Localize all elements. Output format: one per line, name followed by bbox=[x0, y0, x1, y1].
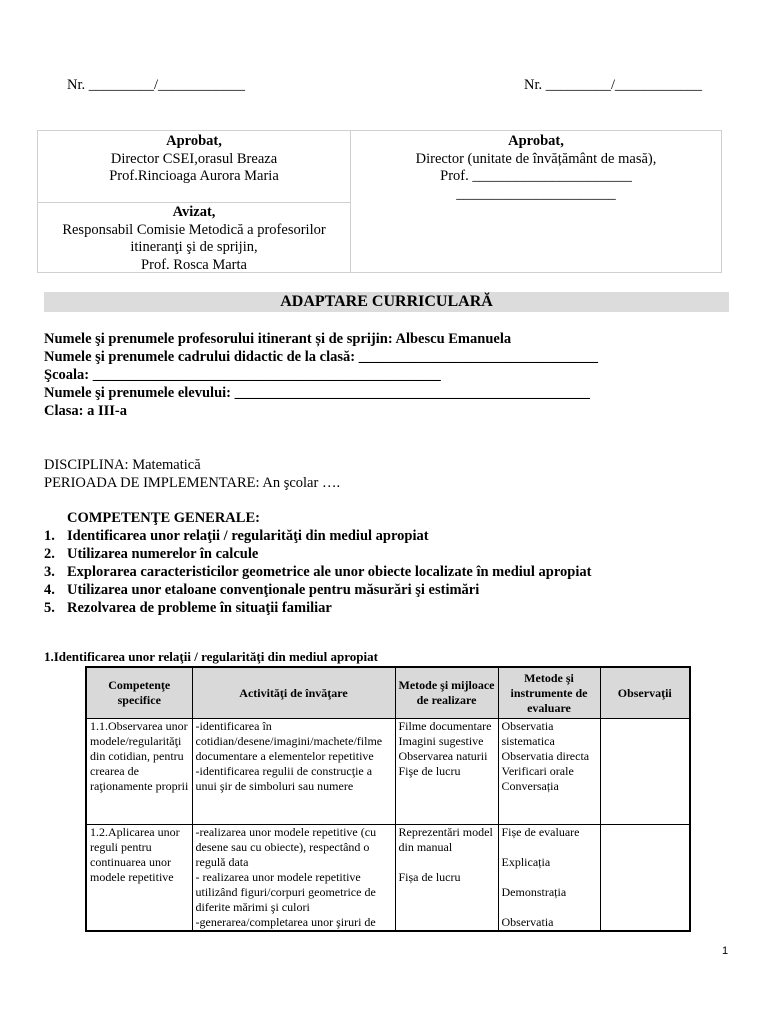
approval-left-top-heading: Aprobat, bbox=[166, 133, 222, 149]
competence-item bbox=[44, 545, 591, 563]
competence-text: Identificarea unor relaţii / regularităţi din mediul apropiat bbox=[67, 528, 429, 544]
cell-evaluation bbox=[498, 719, 600, 825]
table-row bbox=[86, 719, 690, 825]
discipline-period: PERIOADA DE IMPLEMENTARE: An şcolar …. bbox=[44, 475, 341, 491]
section-title: 1.Identificarea unor relaţii / regularităţi din mediul apropiat bbox=[44, 649, 378, 664]
approval-right bbox=[351, 133, 721, 203]
cell-text: Filme documentare Imagini sugestive Observarea naturii Fişe de lucru bbox=[398, 719, 492, 778]
header-activities: Activităţi de învăţare bbox=[192, 667, 395, 719]
competence-text: Explorarea caracteristicilor geometrice ale unor obiecte localizate în mediul apropiat bbox=[67, 564, 592, 580]
competences-heading: COMPETENŢE GENERALE: bbox=[67, 510, 260, 526]
approval-right-line3: ______________________ bbox=[456, 185, 616, 202]
competences-list bbox=[44, 527, 591, 617]
approval-right-heading: Aprobat, bbox=[508, 133, 564, 149]
cell-text: Observatia sistematica Observatia directa Verificari orale Conversația bbox=[501, 719, 590, 793]
school-line: Şcoala: ________________________________________________ bbox=[44, 367, 441, 383]
student-info bbox=[44, 330, 598, 420]
cell-text: 1.2.Aplicarea unor reguli pentru continuarea unor modele repetitive bbox=[90, 825, 180, 884]
student-line: Numele şi prenumele elevului: _________________________________________________ bbox=[44, 385, 590, 401]
discipline-block bbox=[44, 456, 340, 492]
approval-left-top-line1: Director CSEI,orasul Breaza bbox=[110, 150, 278, 167]
competence-number: 2. bbox=[44, 546, 55, 562]
cell-text: Fișe de evaluare Explicația Demonstrația Observatia bbox=[501, 825, 580, 929]
curriculum-table bbox=[85, 666, 691, 932]
table-row bbox=[86, 825, 690, 932]
approval-divider-horizontal bbox=[38, 202, 350, 203]
competence-text: Utilizarea unor etaloane convenţionale pentru măsurări şi estimări bbox=[67, 582, 480, 598]
approval-left-bottom bbox=[38, 204, 350, 274]
competence-text: Rezolvarea de probleme în situaţii familiar bbox=[67, 600, 332, 616]
competence-number: 1. bbox=[44, 528, 55, 544]
page-number: 1 bbox=[722, 945, 729, 957]
header-competences: Competenţe specifice bbox=[86, 667, 192, 719]
cell-methods bbox=[395, 719, 498, 825]
approval-left-bottom-line3: Prof. Rosca Marta bbox=[141, 256, 247, 273]
nr-right: Nr. _________/____________ bbox=[524, 77, 703, 93]
discipline-subject: DISCIPLINA: Matematică bbox=[44, 457, 201, 473]
nr-left: Nr. _________/____________ bbox=[67, 77, 246, 93]
approval-right-line2: Prof. ______________________ bbox=[440, 168, 632, 184]
cell-text: 1.1.Observarea unor modele/regularităţi din cotidian, pentru crearea de raţionamente proprii bbox=[90, 719, 189, 793]
header-evaluation: Metode şi instrumente de evaluare bbox=[498, 667, 600, 719]
cell-text: -identificarea în cotidian/desene/imagini/machete/filme documentare a elementelor repetitive -identificarea regulii de construcţie a unui şir de simboluri sau numere bbox=[195, 719, 383, 793]
cell-methods bbox=[395, 825, 498, 932]
competence-number: 5. bbox=[44, 600, 55, 616]
document-title: ADAPTARE CURRICULARĂ bbox=[44, 292, 729, 312]
approval-left-bottom-heading: Avizat, bbox=[172, 204, 216, 220]
competence-item bbox=[44, 527, 591, 545]
competence-text: Utilizarea numerelor în calcule bbox=[67, 546, 259, 562]
approval-left-bottom-line2: itineranţi şi de sprijin, bbox=[130, 239, 258, 255]
cell-text: Reprezentări model din manual Fișa de lucru bbox=[398, 825, 493, 884]
competence-item bbox=[44, 599, 591, 617]
cell-competence bbox=[86, 825, 192, 932]
competence-number: 4. bbox=[44, 582, 55, 598]
cell-activities bbox=[192, 719, 395, 825]
teacher-line: Numele şi prenumele profesorului itinerant și de sprijin: Albescu Emanuela bbox=[44, 331, 512, 347]
competence-item bbox=[44, 581, 591, 599]
grade-line: Clasa: a III-a bbox=[44, 403, 127, 419]
cell-observations bbox=[600, 825, 690, 932]
approval-left-bottom-line1: Responsabil Comisie Metodică a profesorilor bbox=[62, 221, 326, 238]
header-observations: Observaţii bbox=[600, 667, 690, 719]
cell-observations bbox=[600, 719, 690, 825]
cell-competence bbox=[86, 719, 192, 825]
cell-activities bbox=[192, 825, 395, 932]
approval-left-top bbox=[38, 133, 350, 186]
cell-evaluation bbox=[498, 825, 600, 932]
cell-text: -realizarea unor modele repetitive (cu desene sau cu obiecte), respectând o regulă data - realizarea unor modele repetitive utilizând figuri/corpuri geometrice de diferite mărimi şi culori -generarea/completarea unor şiruri de bbox=[195, 825, 377, 929]
approval-box bbox=[37, 130, 722, 273]
header-methods: Metode şi mijloace de realizare bbox=[395, 667, 498, 719]
approval-right-line1: Director (unitate de învățământ de masă), bbox=[415, 150, 657, 167]
competence-number: 3. bbox=[44, 564, 55, 580]
approval-left-top-line2: Prof.Rincioaga Aurora Maria bbox=[109, 168, 279, 184]
class-teacher-line: Numele şi prenumele cadrului didactic de la clasă: _________________________________ bbox=[44, 349, 598, 365]
table-header-row bbox=[86, 667, 690, 719]
competence-item bbox=[44, 563, 591, 581]
